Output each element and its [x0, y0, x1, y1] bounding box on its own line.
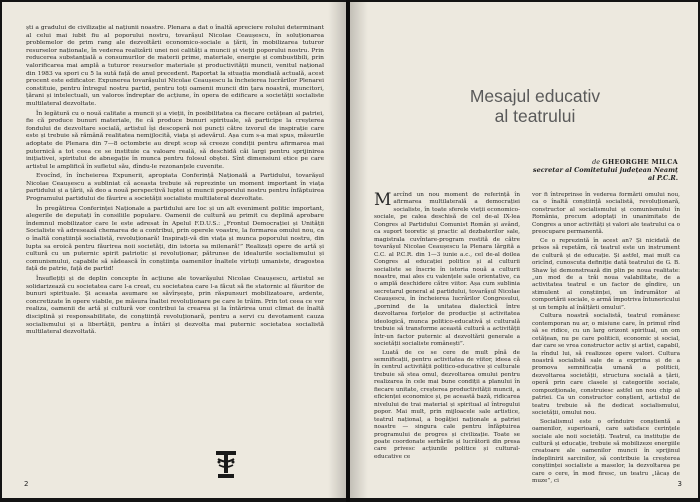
article-column-1 [374, 192, 520, 462]
author-byline [510, 158, 688, 182]
column-paragraph: vor fi întreprinse în vederea formării omului nou, ca o înaltă conștiință socialistă, revoluționară, constructor al socialismului și comunismului în România, precum adoptați in unanimitate de Congres a unor activități și valori ale teatrului ca o preocupare permanentă. [532, 192, 680, 236]
article-title [430, 86, 640, 126]
left-page-shadow [328, 2, 346, 498]
author-role-1: secretar al Comitetului județean Neamț [532, 166, 678, 174]
page-number-right: 3 [677, 480, 682, 488]
author-role-2: al P.C.R. [647, 174, 678, 182]
left-page-text [26, 24, 324, 338]
left-page [2, 2, 346, 498]
left-paragraph: Însuflețiți și de deplin concepte în acțiune ale tovarășului Nicolae Ceaușescu, artistul se solidarizează cu societatea care l-a creat, cu societatea care l-a făcut să fie statornic al făuritor de bunuri spirituale. Și aceasta asumare se săvîrșește, prin răspunsuri mobilizatoare, ardente, concretizate în opere viabile, pe măsura înaltei revoluționare pe care le trăim. Prin tot ceea ce vor realiza, oamenii de artă și cultură vor contribui la crearea și la întărirea unui climat de înaltă disciplină și responsabilitate, de conștiință revoluționară, pentru a servi cu devotament cauza socialismului și a libertății, pentru a întări și dezvolta mai puternic societatea socialistă multilateral dezvoltată. [26, 275, 324, 336]
left-paragraph: În legătură cu o nouă calitate a muncii și a vieții, în posibilitatea ca fiecare cetățean al patriei, fie că produce bunuri materiale, fie că produce bunuri spirituale, să participe la creșterea fondului de dezvoltare socială, artistul își descoperă noi puncți către izvorul de inspirație care este și trebuie să rămână realitatea nemijlocită, viața și adevărul. Așa cum s-a mai spus, măsurile adoptate de Plenara din 7—8 octombrie au drept scop să creeze condiții pentru afirmarea mai puternică a tot ceea ce se instituie ca valoare reală, să deschidă căi largi pentru sprijinirea inițiativei, spiritului de abnegație în munca pentru folosul obștei. Sînt dimensiuni etice pe care artistul le amplifică în sufletul său, dîndu-le rezonanțele cuvenite. [26, 109, 324, 170]
column-paragraph: Cultura noastră socialistă, teatrul românesc contemporan nu ar, o misiune care, în primul rînd să se ridice, cu un larg orizont spiritual, un om cetățean, nu pe care politicii, economic și social, dar care se vrea constructor activ și artist, capabil, la rîndul lui, să realizeze opere valori. Cultura noastră socialistă sale de a exprima și de a promova semnificația umană a politicii, dezvoltarea societății, structura socială a țării, operă prin care clasele și categoriile sociale, compoziționale, construiesc astfel un nou chip al patriei. Ca un constructor conștient, artistul de teatru trebuie să fie dedicat socialismului, societății, omului nou. [532, 313, 680, 417]
author-by: de [592, 158, 601, 166]
title-line-1: Mesajul educativ [469, 86, 601, 106]
article-column-2 [532, 192, 680, 487]
ornament-icon [215, 450, 237, 480]
author-name: GHEORGHE MILCA [602, 158, 678, 166]
column-paragraph [374, 192, 520, 349]
column-paragraph-text: arcînd un nou moment de referință în afirmarea multilaterală a democrației socialiste, în toate sferele vieții economico-sociale, pe calea deschisă de cel de-al IX-lea Congres al Partidului Comunist Român și având, ca suport teoretic și practic al dezbaterilor sale, magistrala cuvîntare-program rostită de către tovarășul Nicolae Ceaușescu la Plenara lărgită a C.C. al P.C.R. din 1—3 iunie a.c., cel de-al doilea Congres al educației politice și al culturii socialiste se înscrie în istoria nouă a culturii noastre, mai ales cu valențele sale orientative, ca o amplă deschidere către viitor. Așa cum sublinia secretarul general al partidului, tovarășul Nicolae Ceaușescu, în încheierea lucrărilor Congresului, „pornind de la unitatea dialectică între dezvoltarea forțelor de producție și activitatea ideologică, munca politico-educativă și culturală trebuie să transforme această cultură a activității într-un factor puternic al dezvoltării generale a societății socialiste românești”. [374, 192, 520, 348]
left-paragraph: ști a gradului de civilizație al națiunii noastre. Plenara a dat o înaltă apreciere rolului determinant al celui mai iubit fiu al poporului nostru, tovarășul Nicolae Ceaușescu, în soluționarea problemelor de prim rang ale dezvoltării economico-sociale a țării, în mobilizarea tuturor resurselor naționale, în vederea realizării unei noi calități a muncii și vieții poporului nostru. Prin reducerea substanțială a consumurilor de materii prime, materiale, energie și combustibili, prin valorificarea mai amplă a tuturor resurselor materiale și productivității muncii, venitul național din 1983 va spori cu 5 la sută față de anul precedent. Raportat la situația mondială actuală, acest procent este edificator. Expunerea tovarășului Nicolae Ceaușescu la încheierea lucrărilor Plenarei constituie, pentru întregul nostru partid, pentru toți oamenii muncii din țara noastră, muncitori, țărani și intelectuali, un valoros îndreptar de acțiune, în opera de edificare a societății socialiste multilateral dezvoltate. [26, 24, 324, 107]
page-number-left: 2 [24, 480, 29, 488]
column-paragraph: Luată de ce se cere de mult pînă de semnificații, pentru activitatea de viitor, ideea că în centrul activității politico-educative și culturale trebuie să stea omul, dezvoltarea omului pentru realizarea în cele mai bune condiții a planului în fiecare unitate, creșterea productivității muncii, a eficienței economice și, pe această bază, ridicarea nivelului de trai material și spiritual al întregului popor. Mai mult, prin mijloacele sale artistice, teatrul național, a bogăției naționale a patriei noastre — singura cale pentru înfăptuirea programului de progres și civilizație. Toate se poate coordonate serbările și lucrătorii din presa care privesc acțiunile politice și cultural-educative ce [374, 349, 520, 460]
drop-cap: M [374, 190, 392, 210]
right-page-shadow [350, 2, 368, 498]
column-paragraph: Ce o reprezintă în acest an? Și nicidată de prisos să repetăm, că teatrul este un instrument de cultură și de educație. Și astfel, mai mult ca oricînd, cunoscuta definiție dată teatrului de G. B. Shaw își demonstrează din plin pe noua realitate: „un mod de a trăi noua valabilitate, de a activitatea teatrul e un factor de gîndire, un stimulent al conștiinței, un îndrumător al comportării sociale, o armă împotriva întunericului și un templu al înălțării omului”. [532, 237, 680, 311]
author-line [510, 158, 688, 166]
left-paragraph: Evocînd, în încheierea Expunerii, apropiata Conferință Națională a Partidului, tovarășul Nicolae Ceaușescu a subliniat că aceasta trebuie să reprezinte un moment important în viața partidului și a țării, să deo a nouă perspectivă luptei și muncii poporului nostru pentru înfăptuirea Programului partidului de făurire a societății socialiste multilateral dezvoltate. [26, 172, 324, 203]
column-paragraph: Socialismul este o orînduire conștientă a oamenilor, superioară, care satisface cerințele sociale ale noii societăți. Teatrul, ca instituție de cultură și educație, trebuie să mobilizeze energiile creatoare ale oamenilor muncii în sprijinul îndeplinirii sarcinilor, să contribuie la creșterea conștiinței socialiste a maselor, la dezvoltarea pe care o cere, în mod firesc, un teatru „lăcaș de muze”, ci [532, 418, 680, 485]
right-page [350, 2, 698, 498]
title-line-2: al teatrului [494, 106, 576, 126]
left-paragraph: În pregătirea Conferinței Naționale a partidului are loc și un alt eveniment politic important, alegerile de deputați în consiliile populare. Oamenii de cultură au primit cu deplină aprobare îndemnul mobilizator care le este adresat în Apelul F.D.U.S.: „Frontul Democrației și Unității Socialiste vă adresează chemarea de a contribui, prin operele voastre, la formarea omului nou, ca o înaltă conștiință socialistă, revoluționară! Inspirați-vă din viața și munca poporului nostru, din lupta sa eroică pentru făurirea noii societăți, din istoria sa milenară!” Realizați opere de artă și cultură cu un puternic spirit patriotic și revoluționar, pătrunse de idealurile socialismului și comunismului, capabile să sădească în conștiința oamenilor înaltele virtuți umaniste, dragostea față de patrie, față de partid! [26, 204, 324, 273]
